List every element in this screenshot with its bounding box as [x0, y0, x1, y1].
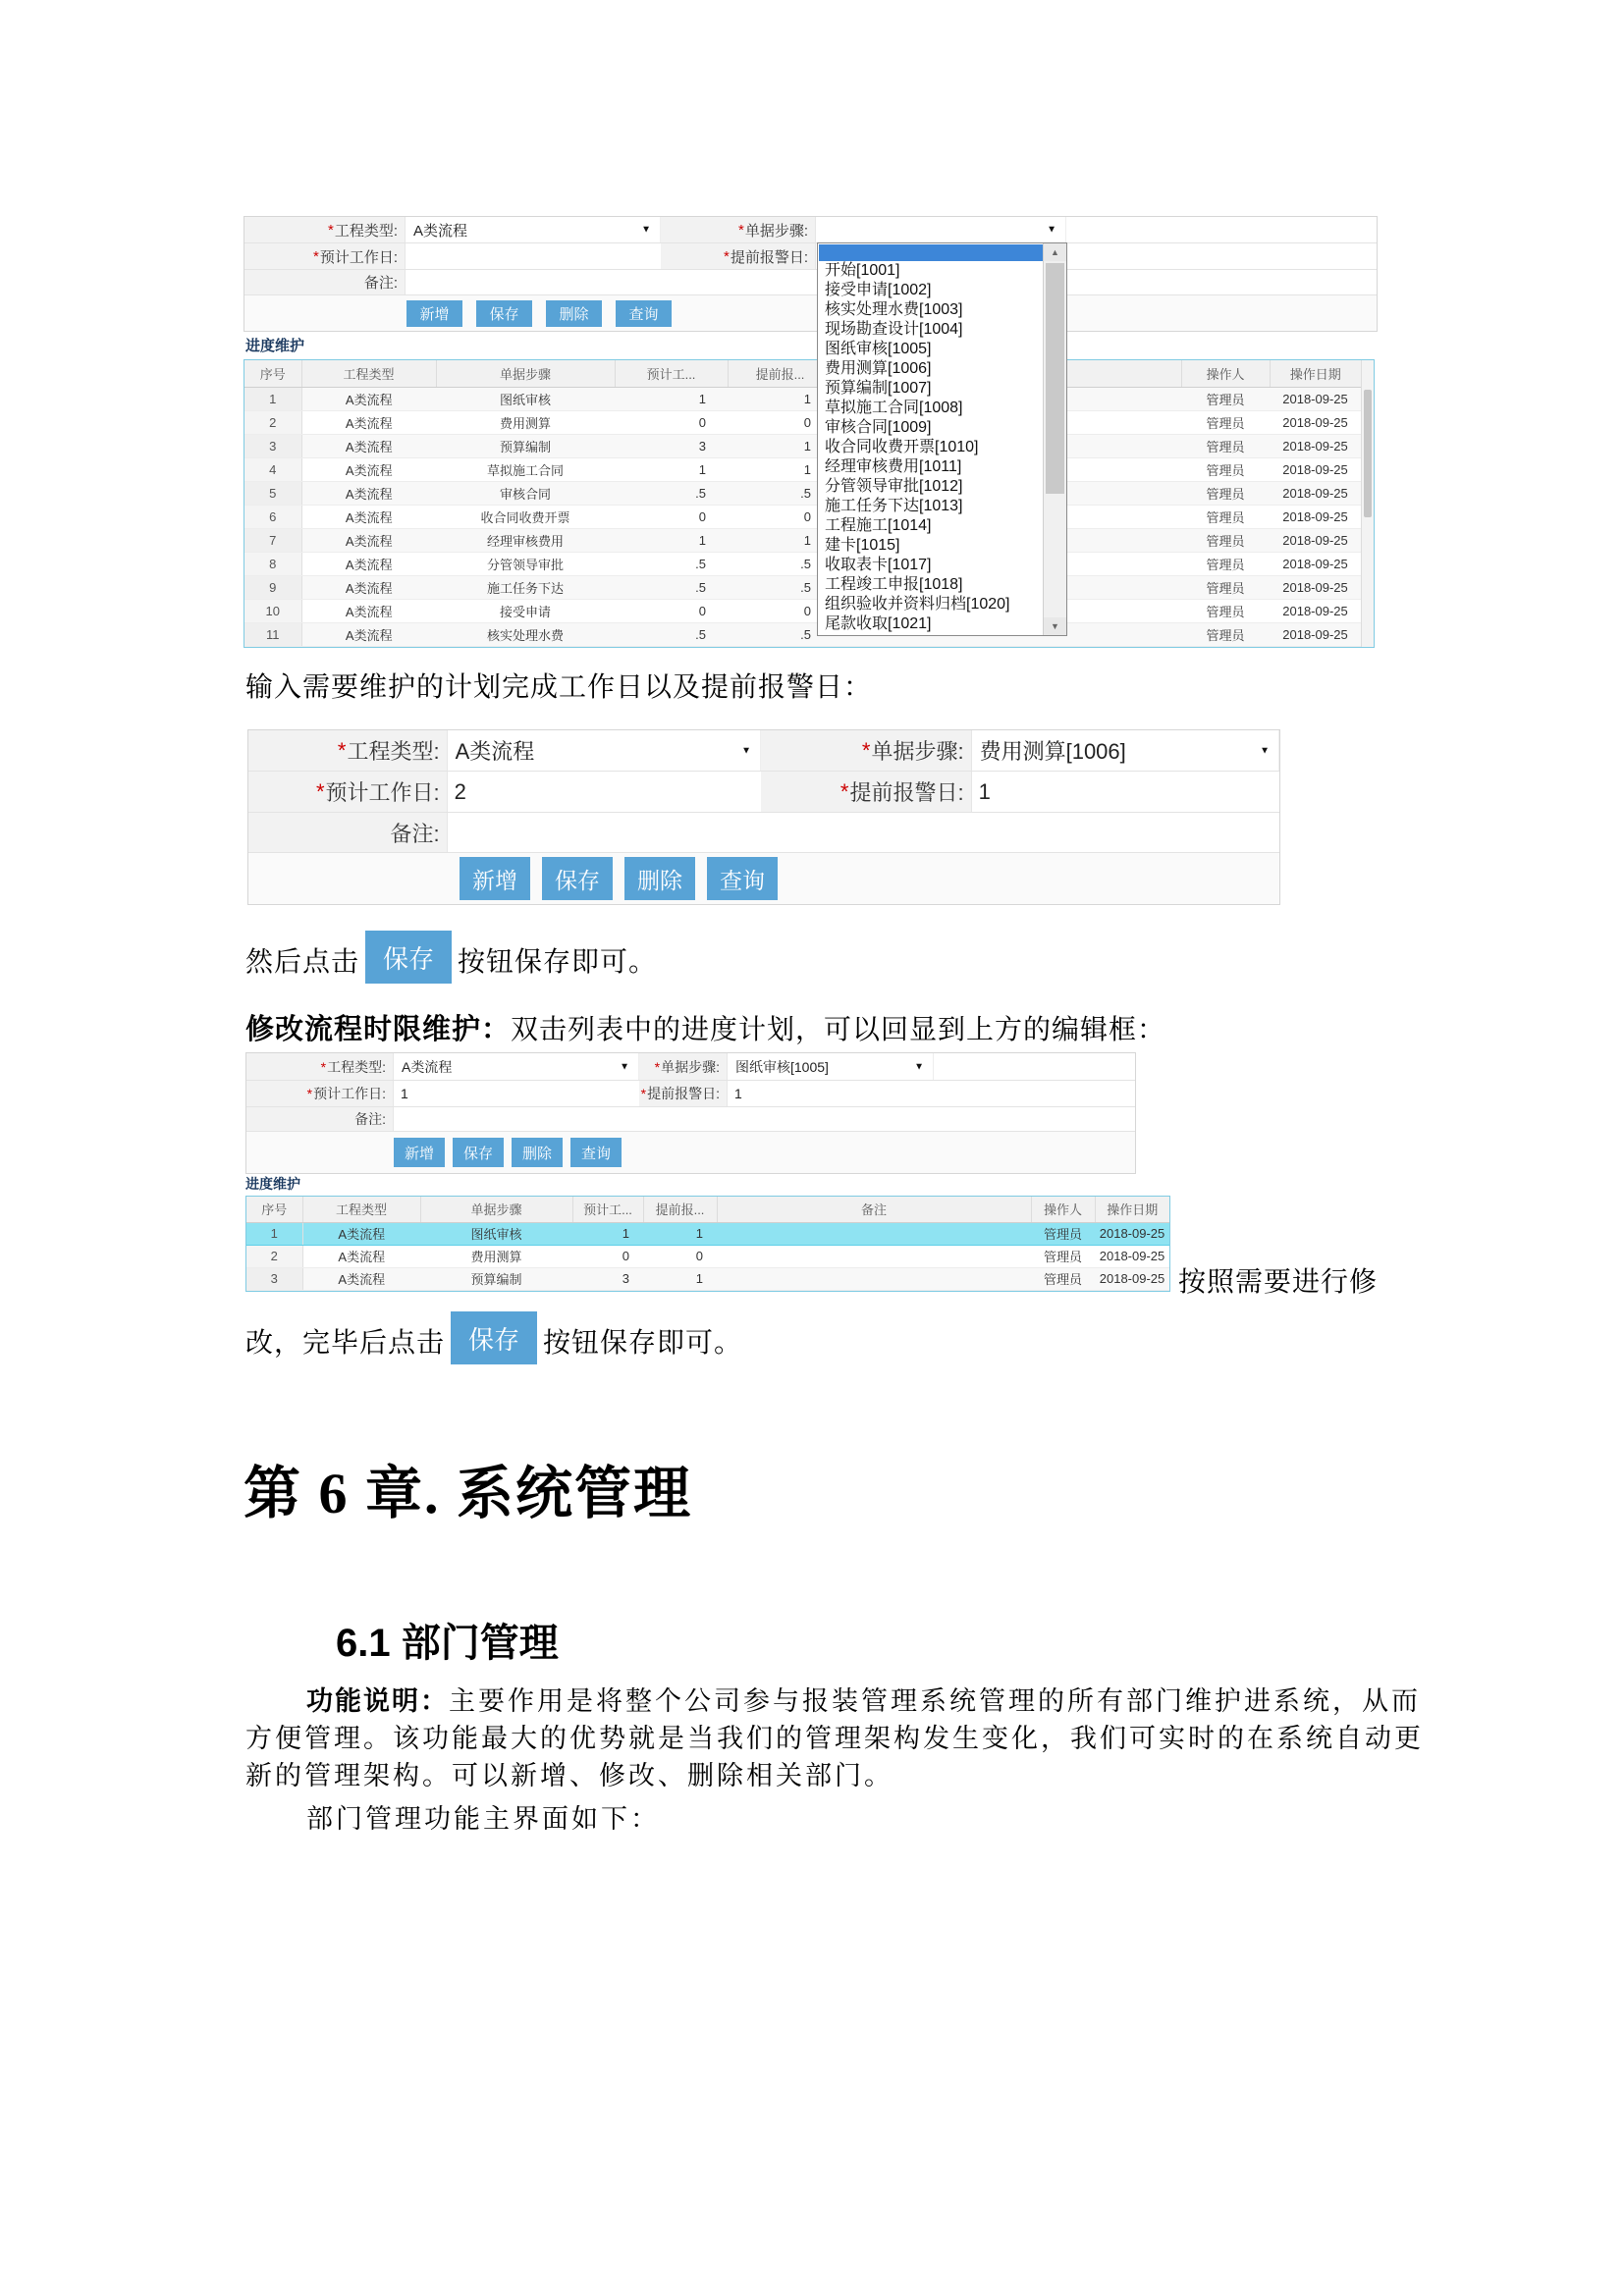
intro-sentence: 输入需要维护的计划完成工作日以及提前报警日： [245, 672, 873, 703]
chevron-down-icon: ▼ [641, 224, 651, 236]
required-star: * [315, 778, 325, 804]
cell-days: 1 [615, 387, 728, 410]
instruction-bold-text: 修改流程时限维护： [245, 1014, 512, 1045]
cell-no: 2 [246, 1245, 302, 1267]
cell-days: 0 [615, 410, 728, 434]
cell-step: 费用测算 [420, 1245, 572, 1267]
instruction-text: 按钮保存即可。 [458, 947, 658, 978]
cell-no: 3 [246, 1267, 302, 1290]
work-days-label [244, 243, 406, 269]
cell-operator: 管理员 [1181, 481, 1270, 505]
paragraph-bold-lead: 功能说明： [306, 1686, 449, 1716]
dropdown-option[interactable]: 预算编制[1007] [825, 380, 932, 397]
cell-no: 3 [244, 434, 301, 457]
form-filler [934, 1053, 1135, 1080]
project-type-label [248, 730, 448, 771]
form-action-button[interactable]: 新增 [394, 1138, 445, 1167]
cell-operator: 管理员 [1181, 505, 1270, 528]
step-select[interactable] [972, 730, 1279, 771]
cell-no: 7 [244, 528, 301, 552]
dropdown-option[interactable]: 图纸审核[1005] [825, 341, 932, 357]
label-text: 单据步骤: [871, 739, 964, 764]
select-value: 费用测算[1006] [979, 739, 1126, 764]
project-type-select[interactable] [448, 730, 761, 771]
table-row[interactable] [246, 1222, 1169, 1245]
cell-days: .5 [615, 575, 728, 599]
table-row[interactable] [244, 552, 1361, 575]
cell-type: A类流程 [302, 1245, 420, 1267]
cell-alert: 1 [643, 1222, 717, 1245]
cell-no: 2 [244, 410, 301, 434]
cell-type: A类流程 [301, 457, 436, 481]
cell-date: 2018-09-25 [1270, 457, 1361, 481]
table-header-row [246, 1197, 1169, 1222]
cell-alert: 1 [728, 528, 833, 552]
cell-type: A类流程 [302, 1222, 420, 1245]
wrap-text-right: 按照需要进行修 [1178, 1267, 1379, 1298]
col-header-step[interactable]: 单据步骤 [436, 360, 615, 387]
cell-date: 2018-09-25 [1270, 505, 1361, 528]
cell-type: A类流程 [301, 434, 436, 457]
dropdown-option[interactable]: 现场勘查设计[1004] [825, 321, 963, 338]
scrollbar-thumb[interactable] [1364, 390, 1372, 517]
cell-remark [717, 1245, 1031, 1267]
cell-no: 4 [244, 457, 301, 481]
table-row[interactable] [244, 434, 1361, 457]
required-star: * [737, 221, 744, 239]
cell-operator: 管理员 [1181, 434, 1270, 457]
label-text: 工程类型: [327, 1058, 386, 1075]
cell-date: 2018-09-25 [1270, 387, 1361, 410]
col-header-no[interactable]: 序号 [246, 1197, 302, 1222]
section-label: 进度维护 [245, 338, 305, 354]
col-header-date[interactable]: 操作日期 [1095, 1197, 1169, 1222]
input-value: 1 [734, 1086, 742, 1101]
col-header-operator[interactable]: 操作人 [1031, 1197, 1095, 1222]
cell-operator: 管理员 [1181, 552, 1270, 575]
cell-step: 接受申请 [436, 599, 615, 622]
work-days-input[interactable] [406, 243, 661, 269]
cell-days: .5 [615, 552, 728, 575]
cell-alert: 0 [728, 410, 833, 434]
cell-operator: 管理员 [1181, 575, 1270, 599]
scroll-up-icon[interactable]: ▲ [1044, 243, 1066, 261]
remark-input[interactable] [448, 813, 1279, 852]
cell-type: A类流程 [301, 622, 436, 646]
cell-alert: 0 [728, 599, 833, 622]
form-action-button[interactable]: 查询 [616, 300, 672, 327]
form-action-button[interactable]: 删除 [512, 1138, 563, 1167]
cell-no: 9 [244, 575, 301, 599]
form-action-button[interactable]: 删除 [546, 300, 602, 327]
paragraph-line [306, 1680, 1421, 1718]
cell-date: 2018-09-25 [1270, 481, 1361, 505]
required-star: * [640, 1086, 647, 1101]
cell-alert: 1 [728, 457, 833, 481]
cell-type: A类流程 [301, 575, 436, 599]
label-text: 提前报警日: [647, 1086, 720, 1101]
required-star: * [723, 247, 730, 265]
col-header-date[interactable]: 操作日期 [1270, 360, 1361, 387]
dropdown-option[interactable]: 施工任务下达[1013] [825, 498, 963, 514]
chevron-down-icon: ▼ [1047, 224, 1056, 236]
step-dropdown-list [817, 242, 1067, 636]
chapter-title: 第 6 章. 系统管理 [244, 1462, 693, 1525]
dropdown-option[interactable]: 经理审核费用[1011] [825, 458, 962, 475]
form-filler [934, 1081, 1135, 1106]
progress-table [244, 360, 1361, 647]
cell-type: A类流程 [301, 505, 436, 528]
form-action-button[interactable]: 保存 [476, 300, 532, 327]
cell-days: .5 [615, 481, 728, 505]
alert-days-label [661, 243, 816, 269]
chevron-down-icon: ▼ [741, 745, 751, 756]
form-filler [1066, 243, 1377, 269]
remark-label [248, 813, 448, 852]
chevron-down-icon: ▼ [1260, 745, 1270, 756]
cell-date: 2018-09-25 [1095, 1245, 1169, 1267]
select-value: A类流程 [413, 222, 468, 240]
save-button-image: 保存 [365, 931, 452, 984]
scroll-down-icon[interactable]: ▼ [1044, 617, 1066, 635]
table-scrollbar[interactable] [1361, 360, 1374, 647]
dropdown-selected-blank-option[interactable] [819, 244, 1045, 261]
input-value: 1 [401, 1086, 408, 1101]
cell-operator: 管理员 [1181, 599, 1270, 622]
cell-step: 草拟施工合同 [436, 457, 615, 481]
required-star: * [312, 247, 319, 265]
project-type-select[interactable] [394, 1053, 639, 1080]
cell-type: A类流程 [301, 481, 436, 505]
form-action-button[interactable]: 新增 [460, 857, 530, 900]
project-type-label [246, 1053, 394, 1080]
cell-date: 2018-09-25 [1095, 1267, 1169, 1290]
cell-alert: .5 [728, 575, 833, 599]
cell-no: 1 [244, 387, 301, 410]
label-text: 预计工作日: [313, 1086, 386, 1101]
cell-step: 经理审核费用 [436, 528, 615, 552]
paragraph-line: 新的管理架构。可以新增、修改、删除相关部门。 [245, 1761, 893, 1790]
required-star: * [306, 1086, 313, 1101]
cell-days: 3 [572, 1267, 643, 1290]
required-star: * [320, 1058, 327, 1075]
screenshot-edit-recall [245, 1052, 1170, 1293]
step-select[interactable] [728, 1053, 934, 1080]
remark-input[interactable] [394, 1107, 934, 1131]
project-type-select[interactable] [406, 217, 661, 242]
cell-type: A类流程 [301, 410, 436, 434]
chevron-down-icon: ▼ [620, 1061, 629, 1072]
label-text: 单据步骤: [744, 222, 808, 240]
input-value: 2 [454, 778, 466, 804]
cell-operator: 管理员 [1181, 457, 1270, 481]
cell-type: A类流程 [301, 387, 436, 410]
cell-days: 1 [615, 457, 728, 481]
cell-step: 预算编制 [420, 1267, 572, 1290]
cell-step: 费用测算 [436, 410, 615, 434]
required-star: * [654, 1058, 661, 1075]
dropdown-option[interactable]: 费用测算[1006] [825, 360, 932, 377]
cell-step: 预算编制 [436, 434, 615, 457]
progress-table-wrapper [245, 1196, 1170, 1292]
form-action-button[interactable]: 保存 [542, 857, 613, 900]
cell-date: 2018-09-25 [1270, 434, 1361, 457]
form-filler [1066, 270, 1377, 294]
cell-step: 收合同收费开票 [436, 505, 615, 528]
cell-alert: .5 [728, 552, 833, 575]
remark-label [246, 1107, 394, 1131]
cell-days: 3 [615, 434, 728, 457]
cell-alert: .5 [728, 622, 833, 646]
cell-operator: 管理员 [1181, 410, 1270, 434]
remark-label [244, 270, 406, 294]
step-label [639, 1053, 728, 1080]
col-header-type[interactable]: 工程类型 [302, 1197, 420, 1222]
dropdown-options [819, 261, 1045, 634]
dropdown-option[interactable]: 工程施工[1014] [825, 517, 932, 534]
table-row[interactable] [244, 457, 1361, 481]
cell-operator: 管理员 [1031, 1222, 1095, 1245]
step-select[interactable] [816, 217, 1066, 242]
save-button-image: 保存 [451, 1311, 537, 1364]
cell-step: 分管领导审批 [436, 552, 615, 575]
dropdown-option[interactable]: 收合同收费开票[1010] [825, 439, 979, 455]
col-header-step[interactable]: 单据步骤 [420, 1197, 572, 1222]
cell-date: 2018-09-25 [1270, 575, 1361, 599]
col-header-remark[interactable]: 备注 [717, 1197, 1031, 1222]
required-star: * [327, 221, 334, 239]
dropdown-option[interactable]: 草拟施工合同[1008] [825, 400, 963, 416]
col-header-type[interactable]: 工程类型 [301, 360, 436, 387]
cell-date: 2018-09-25 [1095, 1222, 1169, 1245]
select-value: A类流程 [402, 1058, 453, 1075]
modify-instruction-line [245, 1007, 1165, 1047]
table-row[interactable] [244, 622, 1361, 646]
form-action-button[interactable]: 保存 [453, 1138, 504, 1167]
dropdown-option[interactable]: 收取表卡[1017] [825, 557, 932, 573]
form-action-button[interactable]: 查询 [707, 857, 778, 900]
progress-table [246, 1197, 1169, 1291]
dropdown-option[interactable]: 审核合同[1009] [825, 419, 932, 436]
cell-alert: 0 [643, 1245, 717, 1267]
col-header-days[interactable]: 预计工... [615, 360, 728, 387]
form-actions [248, 853, 1279, 904]
step-label [761, 730, 972, 771]
cell-remark [717, 1222, 1031, 1245]
chevron-down-icon: ▼ [914, 1061, 924, 1072]
dropdown-option[interactable]: 分管领导审批[1012] [825, 478, 963, 495]
paragraph-line: 部门管理功能主界面如下： [306, 1804, 660, 1834]
cell-no: 11 [244, 622, 301, 646]
table-row[interactable] [244, 481, 1361, 505]
cell-days: 0 [615, 505, 728, 528]
alert-days-label [639, 1081, 728, 1106]
dropdown-option[interactable]: 尾款收取[1021] [825, 615, 932, 632]
cell-date: 2018-09-25 [1270, 410, 1361, 434]
screenshot-edit-form [247, 729, 1280, 905]
form-action-button[interactable]: 查询 [570, 1138, 622, 1167]
form-filler [1066, 217, 1377, 242]
section-title: 6.1 部门管理 [336, 1622, 559, 1665]
table-row[interactable] [244, 575, 1361, 599]
flow-maintenance-form [244, 216, 1378, 332]
label-text: 预计工作日: [325, 780, 440, 805]
work-days-label [246, 1081, 394, 1106]
cell-no: 1 [246, 1222, 302, 1245]
table-row[interactable] [244, 505, 1361, 528]
cell-alert: 1 [728, 434, 833, 457]
cell-date: 2018-09-25 [1270, 599, 1361, 622]
instruction-text: 双击列表中的进度计划，可以回显到上方的编辑框： [511, 1015, 1166, 1045]
step-label [661, 217, 816, 242]
edit-form [247, 729, 1280, 905]
label-text: 备注: [354, 1111, 386, 1127]
paragraph-text: 主要作用是将整个公司参与报装管理系统管理的所有部门维护进系统，从而 [449, 1686, 1421, 1716]
paragraph-line: 方便管理。该功能最大的优势就是当我们的管理架构发生变化，我们可实时的在系统自动更 [245, 1724, 1424, 1753]
select-value: 图纸审核[1005] [735, 1058, 829, 1075]
cell-step: 图纸审核 [436, 387, 615, 410]
label-text: 备注: [390, 821, 440, 846]
label-text: 提前报警日: [730, 248, 808, 266]
cell-type: A类流程 [301, 528, 436, 552]
label-text: 工程类型: [334, 222, 398, 240]
cell-step: 审核合同 [436, 481, 615, 505]
label-text: 预计工作日: [319, 248, 398, 266]
dropdown-option[interactable]: 开始[1001] [825, 262, 900, 279]
table-row[interactable] [246, 1245, 1169, 1267]
cell-no: 10 [244, 599, 301, 622]
project-type-label [244, 217, 406, 242]
cell-operator: 管理员 [1181, 387, 1270, 410]
col-header-alert[interactable]: 提前报... [728, 360, 833, 387]
cell-alert: 1 [643, 1267, 717, 1290]
label-text: 工程类型: [347, 739, 440, 764]
cell-date: 2018-09-25 [1270, 528, 1361, 552]
form-actions [246, 1132, 1135, 1173]
form-action-button[interactable]: 新增 [406, 300, 462, 327]
cell-step: 核实处理水费 [436, 622, 615, 646]
label-text: 备注: [363, 275, 398, 292]
save-instruction-line [245, 931, 657, 984]
cell-operator: 管理员 [1181, 528, 1270, 552]
form-actions [244, 295, 1377, 331]
required-star: * [337, 737, 347, 763]
dropdown-option[interactable]: 工程竣工申报[1018] [825, 576, 963, 593]
table-row[interactable] [244, 599, 1361, 622]
cell-days: 1 [615, 528, 728, 552]
cell-days: 0 [572, 1245, 643, 1267]
cell-alert: 0 [728, 505, 833, 528]
cell-step: 图纸审核 [420, 1222, 572, 1245]
form-action-button[interactable]: 删除 [624, 857, 695, 900]
instruction-text: 按钮保存即可。 [543, 1328, 743, 1359]
cell-type: A类流程 [302, 1267, 420, 1290]
input-value: 1 [978, 778, 991, 804]
col-header-no[interactable]: 序号 [244, 360, 301, 387]
col-header-alert[interactable]: 提前报... [643, 1197, 717, 1222]
label-text: 提前报警日: [849, 780, 964, 805]
label-text: 单据步骤: [661, 1058, 720, 1075]
table-row[interactable] [244, 528, 1361, 552]
work-days-label [248, 772, 448, 812]
dropdown-option[interactable]: 建卡[1015] [825, 537, 900, 554]
dropdown-option[interactable]: 组织验收并资料归档[1020] [825, 596, 1010, 613]
dropdown-scrollbar[interactable] [1043, 243, 1066, 635]
instruction-text: 然后点击 [245, 947, 360, 978]
table-row[interactable] [244, 410, 1361, 434]
cell-days: 1 [572, 1222, 643, 1245]
cell-date: 2018-09-25 [1270, 622, 1361, 646]
cell-type: A类流程 [301, 599, 436, 622]
cell-days: .5 [615, 622, 728, 646]
work-days-input[interactable] [448, 772, 761, 812]
scrollbar-thumb[interactable] [1046, 263, 1064, 494]
table-row[interactable] [244, 387, 1361, 410]
instruction-text: 改，完毕后点击 [245, 1328, 446, 1359]
section-label: 进度维护 [245, 1176, 300, 1192]
alert-days-label [761, 772, 972, 812]
cell-alert: .5 [728, 481, 833, 505]
cell-days: 0 [615, 599, 728, 622]
cell-alert: 1 [728, 387, 833, 410]
table-header-row [244, 360, 1361, 387]
cell-operator: 管理员 [1181, 622, 1270, 646]
required-star: * [861, 737, 871, 763]
cell-step: 施工任务下达 [436, 575, 615, 599]
work-days-input[interactable] [394, 1081, 639, 1106]
col-header-days[interactable]: 预计工... [572, 1197, 643, 1222]
cell-type: A类流程 [301, 552, 436, 575]
edit-recall-form [245, 1052, 1136, 1174]
alert-days-input[interactable] [728, 1081, 934, 1106]
form-filler [934, 1107, 1135, 1131]
required-star: * [839, 778, 849, 804]
cell-date: 2018-09-25 [1270, 552, 1361, 575]
save-instruction-line-2 [245, 1311, 742, 1364]
cell-operator: 管理员 [1031, 1267, 1095, 1290]
table-row[interactable] [246, 1267, 1169, 1290]
select-value: A类流程 [455, 739, 535, 764]
cell-no: 5 [244, 481, 301, 505]
progress-table-wrapper [244, 359, 1375, 648]
dropdown-option[interactable]: 核实处理水费[1003] [825, 301, 963, 318]
cell-no: 6 [244, 505, 301, 528]
cell-remark [717, 1267, 1031, 1290]
cell-operator: 管理员 [1031, 1245, 1095, 1267]
alert-days-input[interactable] [972, 772, 1279, 812]
col-header-operator[interactable]: 操作人 [1181, 360, 1270, 387]
cell-no: 8 [244, 552, 301, 575]
dropdown-option[interactable]: 接受申请[1002] [825, 282, 932, 298]
screenshot-flow-maintenance [244, 216, 1378, 648]
